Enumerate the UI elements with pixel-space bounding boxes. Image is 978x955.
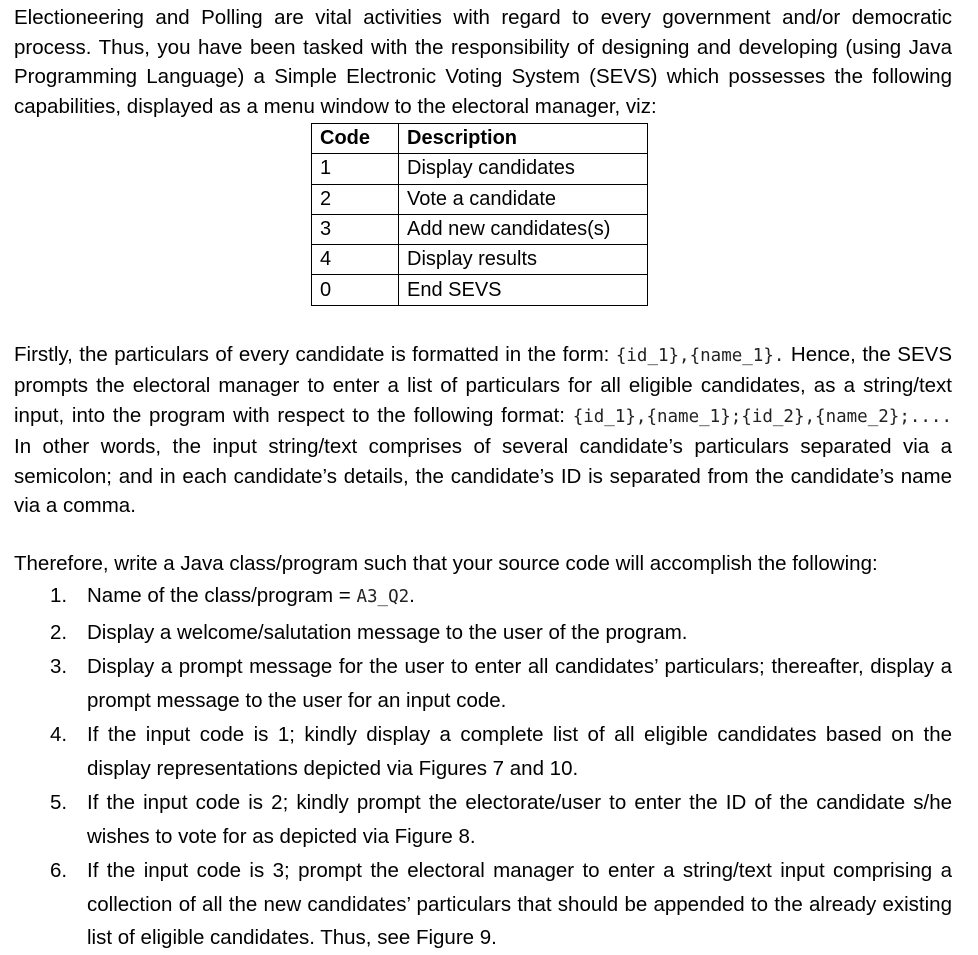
- task-lead: Therefore, write a Java class/program such that your source code will accomplish the following:: [14, 551, 878, 575]
- table-row: [312, 154, 648, 184]
- task-steps-list: [14, 579, 952, 955]
- step-number: 2.: [50, 620, 68, 644]
- format-code: {id_1},{name_1}.: [615, 345, 785, 366]
- step-text: Name of the class/program =: [87, 584, 357, 608]
- description-cell: Vote a candidate: [399, 184, 648, 214]
- step-text: If the input code is 3; prompt the electoral manager to enter a string/text input comprising a collection of all the new candidates’ particulars that should be appended to the already existing list of eligible candidates. Thus, see Figure 9.: [87, 859, 952, 950]
- step-number: 6.: [50, 859, 68, 883]
- code-cell: 4: [312, 245, 399, 275]
- step-text: If the input code is 2; kindly prompt the electorate/user to enter the ID of the candidate s/he wishes to vote for as depicted via Figure 8.: [87, 791, 952, 848]
- code-cell: 3: [312, 214, 399, 244]
- list-item: [14, 854, 952, 955]
- step-text-end: .: [409, 584, 415, 608]
- format-text-2: Hence, the SEVS prompts the electoral manager to enter a list of particulars for all eligible candidates, as a string/text input, into the program with respect to the following format:: [14, 342, 953, 427]
- description-column-header: Description: [399, 124, 648, 154]
- table-row: [312, 184, 648, 214]
- menu-table: [311, 123, 648, 306]
- description-cell: Display candidates: [399, 154, 648, 184]
- table-row: [312, 275, 648, 305]
- description-cell: Display results: [399, 245, 648, 275]
- format-paragraph: [14, 340, 952, 521]
- code-column-header: Code: [312, 124, 399, 154]
- step-text: Display a prompt message for the user to enter all candidates’ particulars; thereafter, display a prompt message to the user for an input code.: [87, 655, 952, 712]
- list-item: [14, 786, 952, 853]
- list-item: [14, 718, 952, 785]
- document-page: [14, 3, 952, 955]
- menu-table-header-row: [312, 124, 648, 154]
- code-cell: 2: [312, 184, 399, 214]
- description-cell: Add new candidates(s): [399, 214, 648, 244]
- table-row: [312, 245, 648, 275]
- list-item: [14, 616, 952, 650]
- step-text: Display a welcome/salutation message to the user of the program.: [87, 620, 688, 644]
- step-number: 5.: [50, 791, 68, 815]
- code-cell: 1: [312, 154, 399, 184]
- list-item: [14, 579, 952, 615]
- list-format-code: {id_1},{name_1};{id_2},{name_2};....: [572, 406, 952, 427]
- format-text-1: Firstly, the particulars of every candidate is formatted in the form:: [14, 342, 616, 366]
- step-text: If the input code is 1; kindly display a complete list of all eligible candidates based on the display representations depicted via Figures 7 and 10.: [87, 723, 952, 780]
- format-text-3: In other words, the input string/text comprises of several candidate’s particulars separated via a semicolon; and in each candidate’s details, the candidate’s ID is separated from the candidate’s name via a comma.: [14, 435, 952, 518]
- step-number: 1.: [50, 584, 68, 608]
- intro-paragraph: Electioneering and Polling are vital activities with regard to every government and/or democratic process. Thus, you have been tasked with the responsibility of designing and developing (using Java Programming Language) a Simple Electronic Voting System (SEVS) which possesses the following capabilities, displayed as a menu window to the electoral manager, viz:: [14, 6, 952, 118]
- description-cell: End SEVS: [399, 275, 648, 305]
- table-row: [312, 214, 648, 244]
- class-name-code: A3_Q2: [356, 587, 410, 608]
- list-item: [14, 650, 952, 717]
- step-number: 4.: [50, 723, 68, 747]
- step-number: 3.: [50, 655, 68, 679]
- code-cell: 0: [312, 275, 399, 305]
